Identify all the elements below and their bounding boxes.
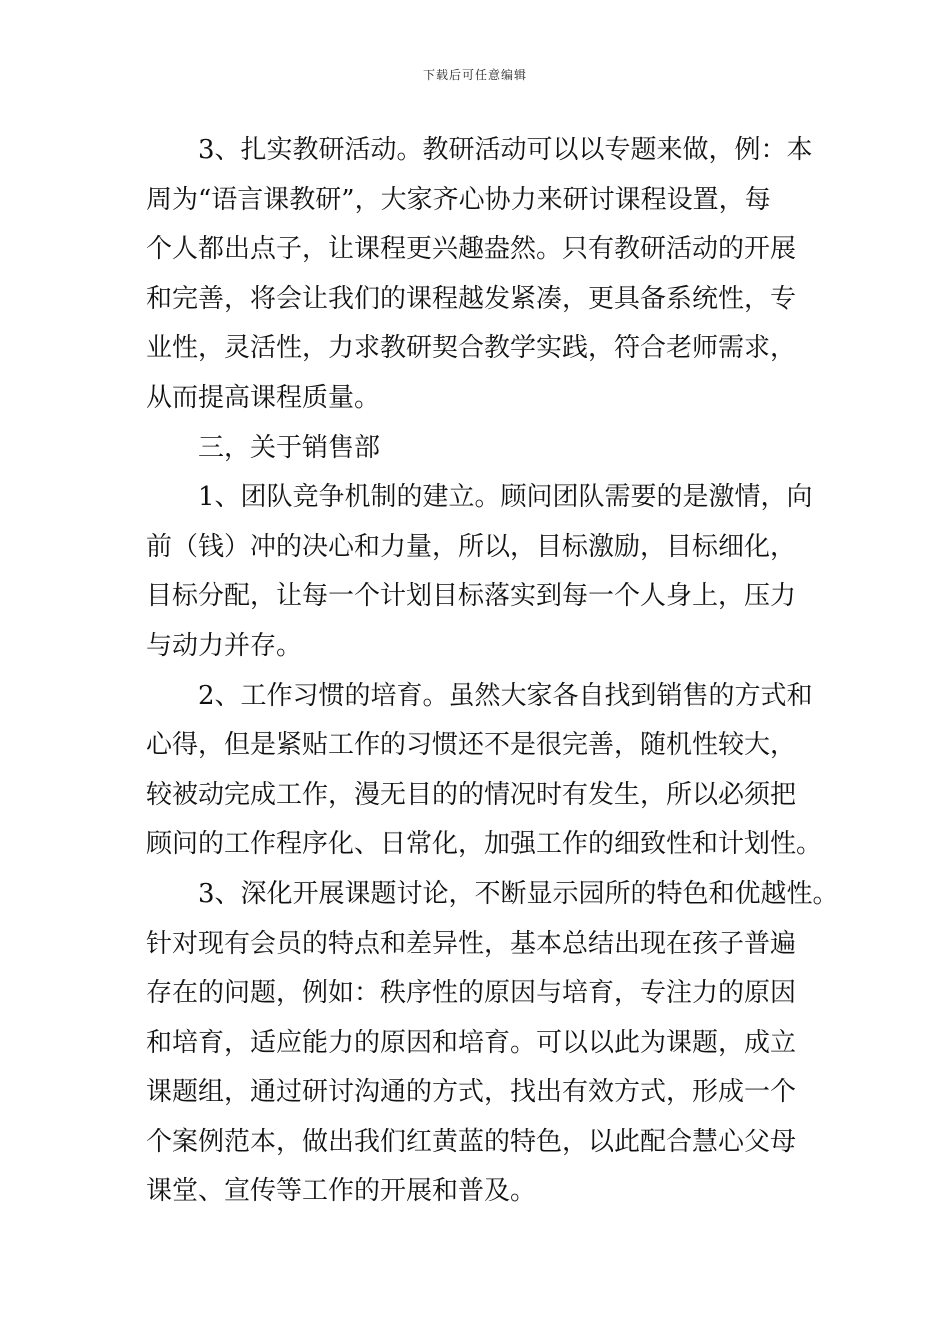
- text-line: 三，关于销售部: [198, 432, 381, 463]
- text-line: 心得，但是紧贴工作的习惯还不是很完善，随机性较大，: [146, 730, 797, 761]
- text-line: 个人都出点子，让课程更兴趣盎然。只有教研活动的开展: [146, 234, 797, 265]
- text-line: 课题组，通过研讨沟通的方式，找出有效方式，形成一个: [146, 1077, 797, 1108]
- text-line: 课堂、宣传等工作的开展和普及。: [146, 1176, 537, 1207]
- document-body: [146, 126, 839, 1217]
- text-line: 3、深化开展课题讨论，不断显示园所的特色和优越性。: [198, 878, 839, 909]
- text-line: 与动力并存。: [146, 630, 303, 661]
- text-line: 顾问的工作程序化、日常化，加强工作的细致性和计划性。: [146, 829, 823, 860]
- text-line: 和培育，适应能力的原因和培育。可以以此为课题，成立: [146, 1027, 797, 1058]
- text-line: 1、团队竞争机制的建立。顾问团队需要的是激情，向: [198, 482, 813, 513]
- text-line: 目标分配，让每一个计划目标落实到每一个人身上，压力: [146, 581, 797, 612]
- text-line: 业性，灵活性，力求教研契合教学实践，符合老师需求，: [146, 333, 797, 364]
- text-line: 前（钱）冲的决心和力量，所以，目标激励，目标细化，: [146, 531, 797, 562]
- text-line: 存在的问题，例如：秩序性的原因与培育，专注力的原因: [146, 978, 797, 1009]
- text-line: 周为“语言课教研”，大家齐心协力来研讨课程设置，每: [146, 184, 771, 215]
- text-line: 较被动完成工作，漫无目的的情况时有发生，所以必须把: [146, 779, 797, 810]
- text-line: 3、扎实教研活动。教研活动可以以专题来做，例：本: [198, 135, 813, 165]
- text-line: 和完善，将会让我们的课程越发紧凑，更具备系统性，专: [146, 283, 797, 314]
- text-line: 从而提高课程质量。: [146, 382, 381, 413]
- text-line: 针对现有会员的特点和差异性，基本总结出现在孩子普遍: [146, 928, 797, 959]
- text-line: 2、工作习惯的培育。虽然大家各自找到销售的方式和: [198, 680, 813, 711]
- text-line: 个案例范本，做出我们红黄蓝的特色，以此配合慧心父母: [146, 1126, 797, 1157]
- page-header-note: 下载后可任意编辑: [422, 68, 527, 82]
